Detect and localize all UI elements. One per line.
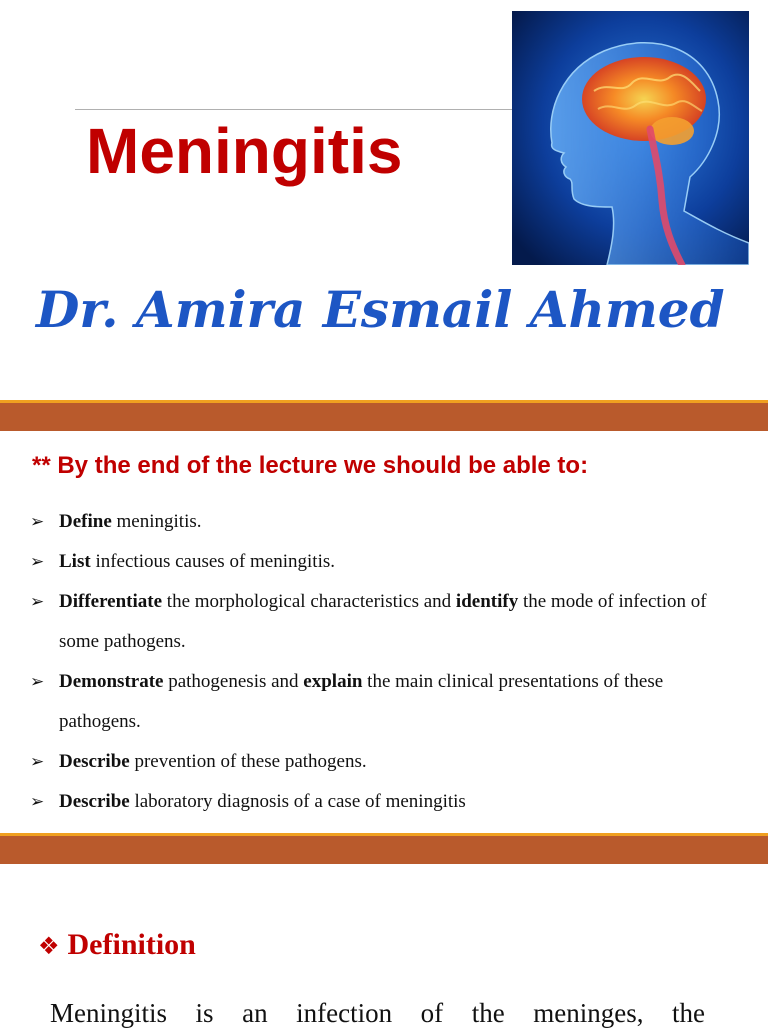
- arrow-bullet-icon: ➢: [30, 792, 45, 812]
- decorative-band-bottom: [0, 833, 768, 864]
- arrow-bullet-icon: ➢: [30, 512, 45, 532]
- list-item: ➢ Demonstrate pathogenesis and explain the main clinical presentations of these pathogens.: [30, 662, 730, 742]
- list-item: ➢ Describe prevention of these pathogens.: [30, 742, 730, 782]
- arrow-bullet-icon: ➢: [30, 752, 45, 772]
- decorative-band-top: [0, 400, 768, 431]
- diamond-bullet-icon: ❖: [38, 932, 60, 960]
- definition-heading: ❖ Definition: [38, 928, 196, 961]
- list-item: ➢ Describe laboratory diagnosis of a case of meningitis: [30, 782, 730, 822]
- list-item: ➢ Differentiate the morphological characteristics and identify the mode of infection of some pathogens.: [30, 582, 730, 662]
- page-title: Meningitis: [86, 115, 403, 187]
- list-item: ➢ List infectious causes of meningitis.: [30, 542, 730, 582]
- arrow-bullet-icon: ➢: [30, 552, 45, 572]
- list-item: ➢ Define meningitis.: [30, 502, 730, 542]
- definition-text: Meningitis is an infection of the meninges, the: [50, 998, 705, 1028]
- arrow-bullet-icon: ➢: [30, 592, 45, 612]
- brain-illustration: [512, 11, 749, 265]
- objectives-heading: ** By the end of the lecture we should be able to:: [32, 452, 589, 479]
- objectives-list: [30, 502, 730, 822]
- arrow-bullet-icon: ➢: [30, 672, 45, 692]
- author-name: Dr. Amira Esmail Ahmed: [36, 280, 725, 339]
- title-divider: [75, 109, 515, 110]
